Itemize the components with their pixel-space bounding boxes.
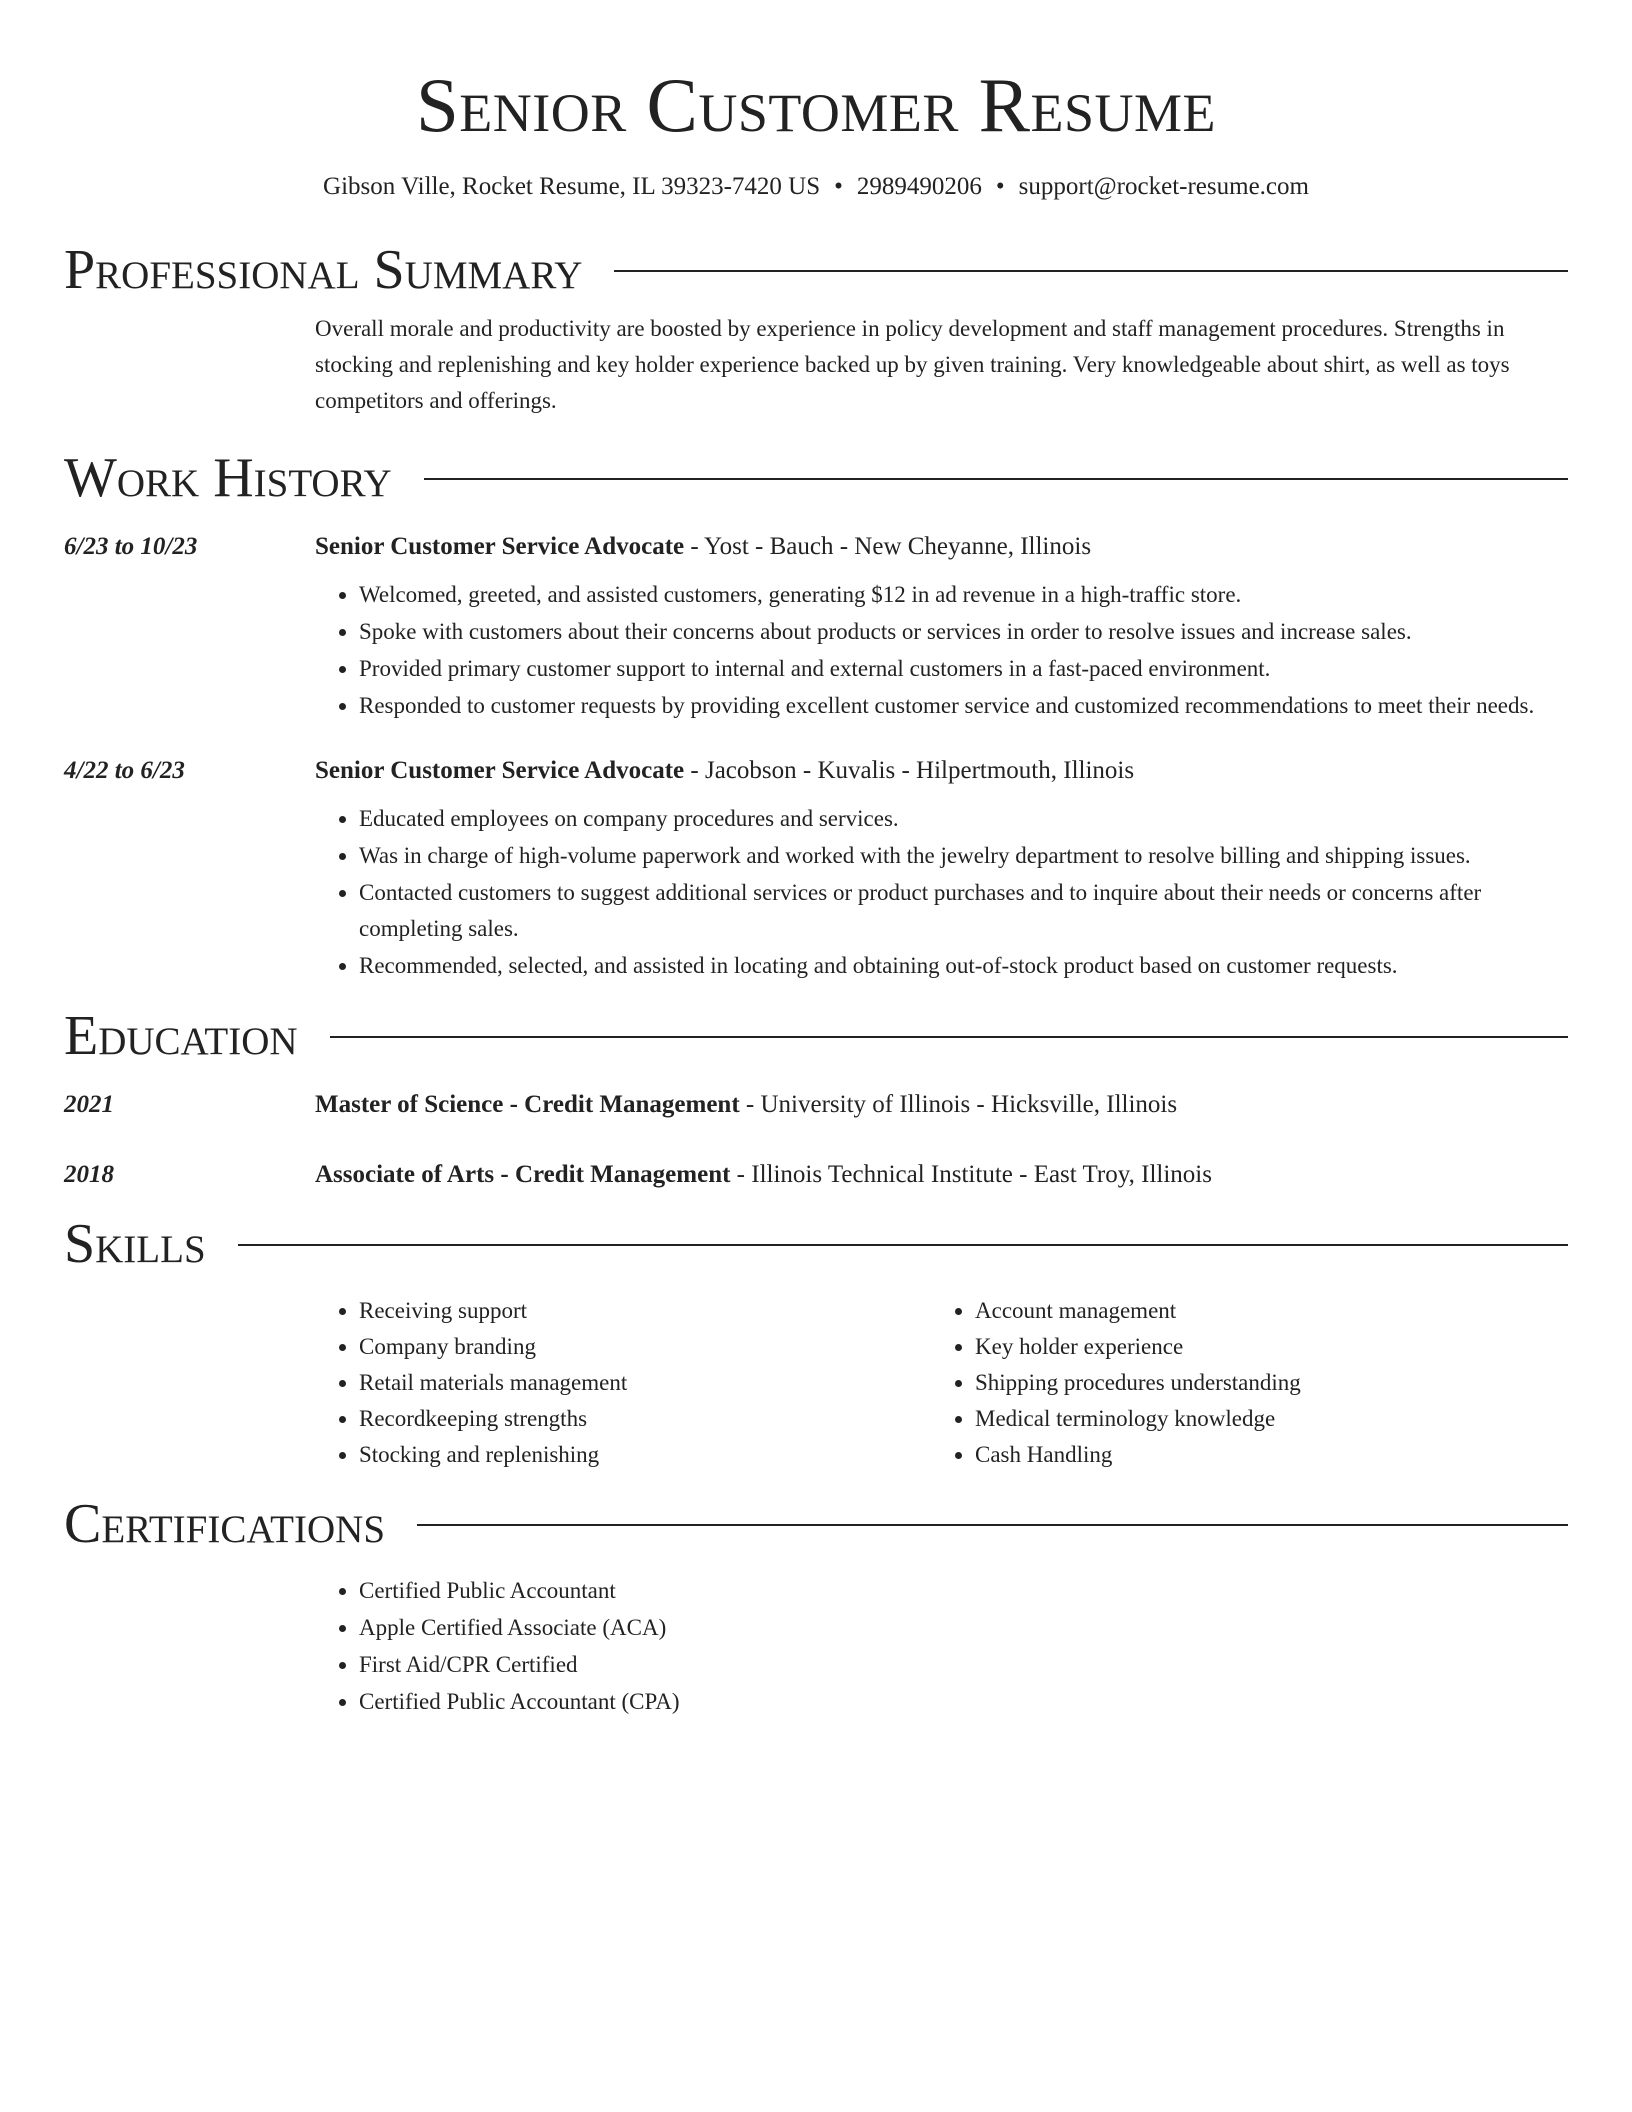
education-line — [315, 1157, 1568, 1193]
skill-item: • Account management — [975, 1293, 1547, 1329]
section-divider — [238, 1244, 1568, 1246]
job-bullet: • Responded to customer requests by providing excellent customer service and customized recommendations to meet their needs. — [359, 688, 1568, 724]
job-body — [315, 529, 1568, 725]
job-bullet: • Contacted customers to suggest additional services or product purchases and to inquire about their needs or concerns after completing sales. — [359, 875, 1568, 947]
work-history-section — [64, 447, 1568, 985]
job-bullet: • Recommended, selected, and assisted in locating and obtaining out-of-stock product based on customer requests. — [359, 948, 1568, 984]
job-role: Senior Customer Service Advocate — [315, 533, 685, 560]
education-degree: Associate of Arts - Credit Management — [315, 1161, 731, 1188]
certifications-section — [64, 1493, 1568, 1720]
education-header — [64, 1005, 1568, 1067]
section-divider — [417, 1524, 1568, 1526]
section-divider — [614, 270, 1568, 272]
job-dates: 4/22 to 6/23 — [64, 757, 185, 784]
section-divider — [330, 1036, 1568, 1038]
skills-list — [315, 1293, 931, 1473]
skill-item: • Recordkeeping strengths — [359, 1401, 931, 1437]
summary-section — [64, 239, 1568, 419]
contact-phone: 2989490206 — [856, 173, 982, 200]
section-divider — [424, 478, 1568, 480]
job-bullets — [315, 801, 1568, 984]
education-degree: Master of Science - Credit Management — [315, 1091, 740, 1118]
skill-item: • Shipping procedures understanding — [975, 1365, 1547, 1401]
skills-title: Skills — [64, 1213, 206, 1275]
education-details: - Illinois Technical Institute - East Troy, Illinois — [730, 1161, 1212, 1188]
summary-content — [315, 311, 1568, 419]
certification-item: • Certified Public Accountant (CPA) — [359, 1684, 1568, 1720]
skills-section — [64, 1213, 1568, 1473]
certifications-content — [315, 1573, 1568, 1720]
work-history-title: Work History — [64, 447, 392, 509]
summary-header — [64, 239, 1568, 301]
certifications-header — [64, 1493, 1568, 1555]
education-entry — [64, 1087, 1568, 1123]
job-bullet: • Provided primary customer support to internal and external customers in a fast-paced environment. — [359, 651, 1568, 687]
skills-list — [931, 1293, 1547, 1473]
summary-text: Overall morale and productivity are boosted by experience in policy development and staff management procedures. Strengths in stocking and replenishing and key holder experience backed up by given training. Very knowledgeable about shirt, as well as toys competitors and offerings. — [315, 316, 1510, 413]
resume-name: Senior Customer Resume — [415, 62, 1217, 148]
job-details: - Yost - Bauch - New Cheyanne, Illinois — [684, 533, 1092, 560]
skill-item: • Receiving support — [359, 1293, 931, 1329]
education-section — [64, 1005, 1568, 1193]
job-entry — [64, 529, 1568, 725]
skill-item: • Medical terminology knowledge — [975, 1401, 1547, 1437]
education-details: - University of Illinois - Hicksville, Illinois — [739, 1091, 1178, 1118]
work-history-header — [64, 447, 1568, 509]
skills-column-right — [931, 1293, 1547, 1473]
certification-item: • Apple Certified Associate (ACA) — [359, 1610, 1568, 1646]
skill-item: • Stocking and replenishing — [359, 1437, 931, 1473]
skills-column-left — [315, 1293, 931, 1473]
job-bullets — [315, 577, 1568, 724]
certification-item: • First Aid/CPR Certified — [359, 1647, 1568, 1683]
education-entry — [64, 1157, 1568, 1193]
skill-item: • Cash Handling — [975, 1437, 1547, 1473]
education-line — [315, 1087, 1568, 1123]
certifications-title: Certifications — [64, 1493, 386, 1555]
job-bullet: • Educated employees on company procedures and services. — [359, 801, 1568, 837]
skill-item: • Company branding — [359, 1329, 931, 1365]
certification-item: • Certified Public Accountant — [359, 1573, 1568, 1609]
job-bullet: • Welcomed, greeted, and assisted customers, generating $12 in ad revenue in a high-traffic store. — [359, 577, 1568, 613]
contact-address: Gibson Ville, Rocket Resume, IL 39323-7420 US — [323, 173, 821, 200]
job-role: Senior Customer Service Advocate — [315, 757, 685, 784]
resume-page — [64, 0, 1568, 1721]
contact-email[interactable]: support@rocket-resume.com — [1018, 173, 1309, 200]
education-title: Education — [64, 1005, 298, 1067]
job-title-line — [315, 529, 1568, 565]
education-year: 2018 — [64, 1161, 114, 1188]
skills-grid — [315, 1293, 1568, 1473]
certifications-list — [315, 1573, 1568, 1720]
job-details: - Jacobson - Kuvalis - Hilpertmouth, Illinois — [684, 757, 1135, 784]
job-entry — [64, 753, 1568, 985]
skills-header — [64, 1213, 1568, 1275]
job-bullet: • Was in charge of high-volume paperwork and worked with the jewelry department to resolve billing and shipping issues. — [359, 838, 1568, 874]
skill-item: • Retail materials management — [359, 1365, 931, 1401]
contact-separator: • — [995, 173, 1005, 200]
job-dates: 6/23 to 10/23 — [64, 533, 198, 560]
job-body — [315, 753, 1568, 985]
skill-item: • Key holder experience — [975, 1329, 1547, 1365]
job-bullet: • Spoke with customers about their concerns about products or services in order to resolve issues and increase sales. — [359, 614, 1568, 650]
summary-title: Professional Summary — [64, 239, 583, 301]
contact-line — [64, 170, 1568, 204]
education-year: 2021 — [64, 1091, 114, 1118]
job-title-line — [315, 753, 1568, 789]
contact-separator: • — [834, 173, 843, 200]
